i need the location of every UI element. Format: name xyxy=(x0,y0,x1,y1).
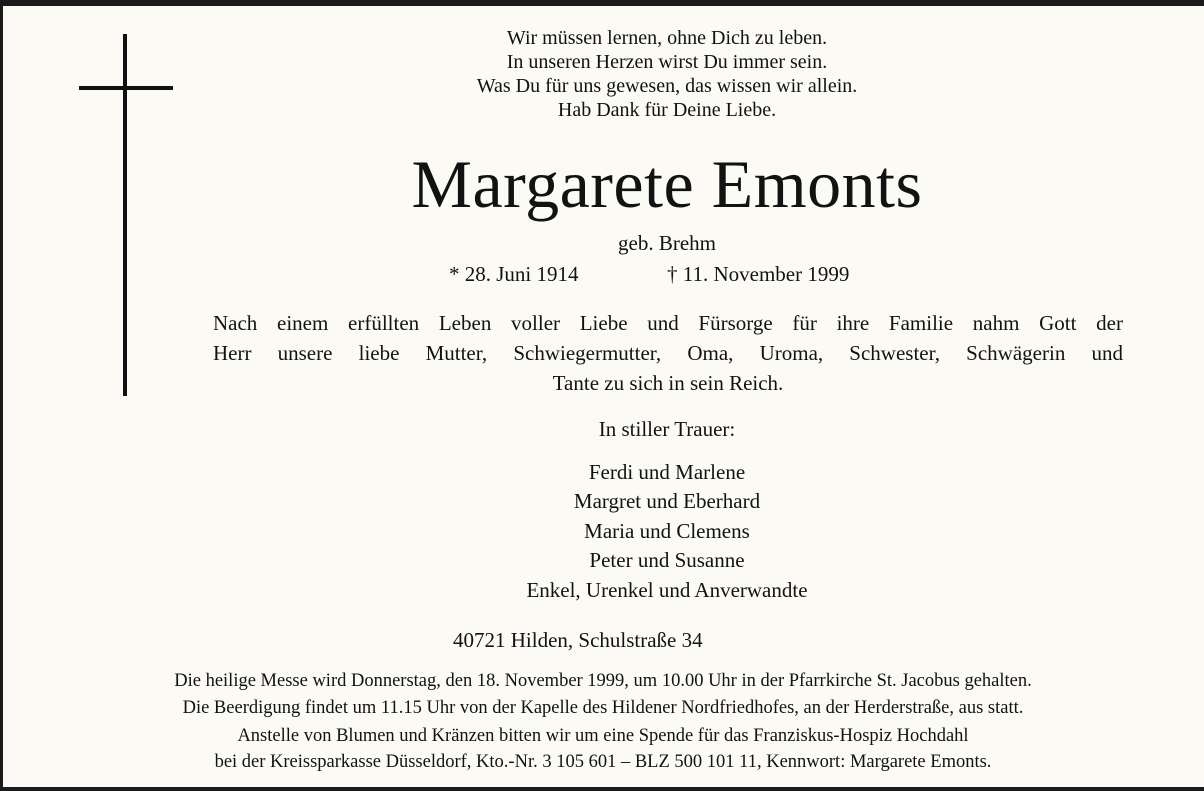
birth-date: * 28. Juni 1914 xyxy=(449,262,579,286)
footer-line: Die Beerdigung findet um 11.15 Uhr von der Kapelle des Hildener Nordfriedhofes, an der Herderstraße, aus statt. xyxy=(182,698,1024,718)
poem-line: Was Du für uns gewesen, das wissen wir allein. xyxy=(476,75,858,97)
announcement-line: Herr unsere liebe Mutter, Schwiegermutter, Oma, Uroma, Schwester, Schwägerin und xyxy=(213,341,1123,365)
footer-line: Anstelle von Blumen und Kränzen bitten wir um eine Spende für das Franziskus-Hospiz Hochdahl xyxy=(237,726,969,746)
mourner-entry: Peter und Susanne xyxy=(589,548,745,572)
poem-line: In unseren Herzen wirst Du immer sein. xyxy=(506,51,828,73)
mourner-entry: Enkel, Urenkel und Anverwandte xyxy=(526,578,808,602)
footer-line: bei der Kreissparkasse Düsseldorf, Kto.-Nr. 3 105 601 – BLZ 500 101 11, Kennwort: Margarete Emonts. xyxy=(214,752,992,772)
poem-line: Wir müssen lernen, ohne Dich zu leben. xyxy=(506,27,828,49)
mourner-entry: Margret und Eberhard xyxy=(573,489,761,513)
deceased-name: Margarete Emonts xyxy=(411,146,923,222)
footer-line: Die heilige Messe wird Donnerstag, den 18. November 1999, um 10.00 Uhr in der Pfarrkirche St. Jacobus gehalten. xyxy=(174,671,1032,691)
announcement-paragraph xyxy=(213,308,1123,398)
poem-line: Hab Dank für Deine Liebe. xyxy=(557,99,777,121)
address: 40721 Hilden, Schulstraße 34 xyxy=(453,628,703,652)
maiden-name: geb. Brehm xyxy=(618,231,716,255)
announcement-line: Nach einem erfüllten Leben voller Liebe und Fürsorge für ihre Familie nahm Gott der xyxy=(213,311,1123,335)
life-dates xyxy=(3,260,1204,288)
death-date: † 11. November 1999 xyxy=(667,262,850,286)
mourner-entry: Maria und Clemens xyxy=(584,519,750,543)
announcement-line: Tante zu sich in sein Reich. xyxy=(552,371,784,395)
mourning-heading: In stiller Trauer: xyxy=(598,417,736,441)
mourner-entry: Ferdi und Marlene xyxy=(588,460,746,484)
cross-horizontal-bar xyxy=(79,86,173,90)
